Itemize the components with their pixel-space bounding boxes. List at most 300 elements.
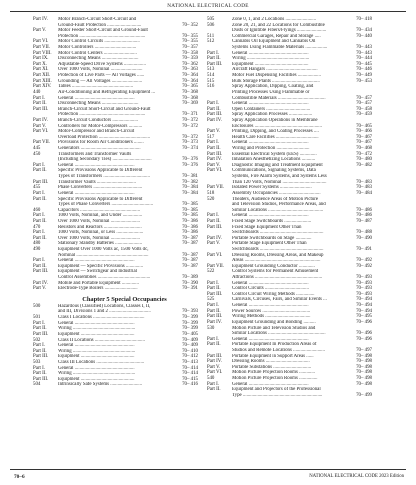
- toc-entry-title: Generators .................................................: [58, 146, 141, 152]
- toc-entry-page: 70– 493: [356, 286, 372, 292]
- toc-entry-title: Motor Fuel Dispensing Facilities ...................: [232, 73, 321, 79]
- toc-entry-prefix: 513: [207, 67, 215, 73]
- toc-entry-title: Enclosures .......................................................: [232, 123, 322, 129]
- toc-entry-page: 70– 434: [356, 28, 372, 34]
- toc-entry-title: Branch-Circuit Conductors .....................: [58, 117, 139, 123]
- toc-entry-page: 70– 413: [182, 359, 198, 365]
- toc-entry-page: 70– 376: [182, 157, 198, 163]
- toc-entry-prefix: Part III.: [207, 291, 223, 297]
- toc-entry-title: Over 1000 Volts, Nominal ..........................: [58, 67, 143, 73]
- toc-entry-prefix: Part IV.: [33, 280, 48, 286]
- toc-entry-prefix: Part III.: [207, 224, 223, 230]
- toc-entry-title: Motion Picture Projection Rooms ...............: [232, 376, 318, 381]
- toc-entry: [33, 286, 198, 292]
- toc-entry-title: Wiring ...................................................: [58, 371, 136, 377]
- toc-entry-title: Dusts or Ignitible Fibers/Flyings ........................: [232, 28, 327, 34]
- toc-entry-title: Motor Feeder Short-Circuit and Ground-Fault: [58, 28, 148, 34]
- footer-rule: [10, 469, 406, 470]
- toc-entry-title: Electrode-Type Boilers ...........................: [58, 286, 138, 292]
- toc-entry-page: 70– 389: [182, 275, 198, 281]
- toc-entry-page: 70– 371: [182, 112, 198, 118]
- toc-entry-prefix: Part V.: [33, 123, 47, 129]
- toc-entry-page: 70– 409: [182, 337, 198, 343]
- toc-entry-page: 70– 496: [356, 336, 372, 342]
- toc-entry-title: Mobile and Portable Equipment ..............: [58, 280, 139, 286]
- toc-entry-page: 70– 384: [182, 185, 198, 191]
- toc-entry-page: 70– 382: [182, 179, 198, 185]
- toc-entry-page: 70– 499: [356, 392, 372, 398]
- toc-entry-page: 70– 357: [182, 45, 198, 51]
- toc-entry-title: Zone 20, 21, and 22 Locations for Combustible: [232, 22, 325, 28]
- toc-entry-page: 70– 387: [182, 258, 198, 264]
- toc-entry-prefix: 455: [33, 185, 41, 191]
- toc-entry-title: 1000 Volts, Nominal, or Less ......................: [58, 230, 144, 236]
- toc-entry-title: Wiring ...................................................: [58, 348, 136, 354]
- toc-entry-page: 70– 368: [182, 95, 198, 101]
- toc-entry-prefix: 516: [207, 84, 215, 90]
- toc-entry-page: 70– 409: [182, 343, 198, 349]
- toc-entry-page: 70– 498: [356, 353, 372, 359]
- toc-entry-page: 70– 492: [356, 263, 372, 269]
- toc-entry-page: 70– 480: [356, 157, 372, 163]
- toc-entry-prefix: 525: [207, 297, 215, 303]
- toc-entry-title: Motor Control Circuits .............................: [58, 39, 140, 45]
- toc-entry-prefix: 480: [33, 241, 41, 247]
- toc-entry-title: Equipment — Switchgear and Industrial: [58, 269, 138, 275]
- toc-entry-title: Types of Transformers ......................................: [58, 174, 150, 180]
- toc-entry-title: Fixed Stage Equipment Other Than: [232, 224, 302, 230]
- toc-entry-title: Portable Switchboards on Stage .............: [232, 235, 312, 241]
- toc-entry-page: 70– 490: [356, 235, 372, 241]
- toc-entry-page: 70– 494: [356, 303, 372, 309]
- toc-entry-title: Spray Application Processes ...................: [232, 112, 313, 118]
- toc-entry-page: 70– 372: [182, 123, 198, 129]
- toc-entry-title: Systems Using Flammable Materials ..................: [232, 45, 328, 51]
- toc-entry-prefix: Part III.: [33, 106, 49, 112]
- toc-entry-prefix: 530: [207, 325, 215, 331]
- toc-entry-title: Motor Branch-Circuit Short-Circuit and: [58, 17, 137, 22]
- toc-entry-title: Bulk Storage Plants .......................................: [232, 78, 320, 84]
- toc-entry-prefix: Part III.: [33, 331, 49, 337]
- toc-entry-title: Nominal ...........................................................: [58, 252, 149, 258]
- toc-entry-title: Equipment ............................................: [58, 354, 135, 360]
- toc-entry-page: 70– 497: [356, 347, 372, 353]
- toc-entry-prefix: Part V.: [207, 241, 221, 247]
- toc-entry-page: 70– 467: [356, 134, 372, 140]
- toc-entry-title: Wiring and Protection ...........................: [232, 146, 310, 152]
- toc-entry-prefix: Part II.: [33, 326, 47, 332]
- toc-entry-prefix: Part VI.: [33, 129, 49, 135]
- toc-entry-page: 70– 386: [182, 218, 198, 224]
- toc-entry-page: 70– 387: [182, 252, 198, 258]
- toc-entry-title: Than 120 Volts, Nominal ....................................: [232, 179, 327, 185]
- toc-entry-title: Overload Protection ..........................................: [58, 134, 151, 140]
- page-header: NATIONAL ELECTRICAL CODE: [167, 3, 249, 9]
- toc-entry-title: Equipment Over 1000 Volts ac, 1500 Volts dc,: [58, 246, 149, 252]
- toc-entry-page: 70– 486: [356, 207, 372, 213]
- toc-entry-prefix: Part IV.: [207, 235, 222, 241]
- toc-entry-title: Dressing Rooms ....................................: [232, 359, 310, 365]
- toc-entry-title: Open Containers ....................................: [232, 106, 311, 112]
- toc-entry-page: 70– 498: [356, 370, 372, 376]
- toc-entry-title: Systems, Fire Alarm Systems, and Systems Less: [232, 174, 327, 180]
- toc-entry-title: Attractions .......................................................: [232, 275, 323, 281]
- toc-entry-title: Equipment ............................................: [58, 376, 135, 382]
- toc-entry-prefix: Part III.: [207, 151, 223, 157]
- toc-entry-page: 70– 410: [182, 348, 198, 354]
- toc-entry-prefix: Part II.: [207, 387, 221, 393]
- toc-entry-title: General .................................................: [232, 140, 309, 146]
- toc-entry-page: 70– 416: [182, 382, 198, 388]
- toc-entry-prefix: Part II.: [33, 218, 47, 224]
- toc-left-column: [33, 17, 198, 388]
- toc-entry-title: Portable Equipment In Production Areas of: [232, 342, 317, 348]
- toc-entry-title: Stationary Standby Batteries ......................: [58, 241, 143, 247]
- toc-entry-prefix: Part IV.: [207, 157, 222, 163]
- toc-entry-page: 70– 372: [182, 134, 198, 140]
- toc-entry-page: 70– 466: [356, 129, 372, 135]
- toc-entry-page: 70– 362: [182, 61, 198, 67]
- toc-entry-prefix: Part XIV.: [33, 84, 52, 90]
- toc-entry-page: 70– 385: [182, 207, 198, 213]
- toc-entry-title: Theaters, Audience Areas of Motion Picture: [232, 196, 319, 202]
- toc-entry-title: General .................................................: [232, 50, 309, 56]
- toc-entry-page: 70– 399: [182, 320, 198, 326]
- toc-entry-page: 70– 440: [356, 33, 372, 39]
- toc-entry-prefix: Part II.: [33, 168, 47, 174]
- toc-entry-title: Portable Substations ...............................: [232, 364, 312, 370]
- toc-entry-title: Specific Provisions Applicable to Different: [58, 168, 143, 174]
- toc-entry-prefix: Part I.: [207, 336, 219, 342]
- toc-right-column: [207, 17, 372, 398]
- toc-entry-prefix: Part IV.: [207, 117, 222, 123]
- toc-entry-title: Class I Locations ..........................................: [58, 315, 145, 321]
- toc-entry-title: General .................................................: [232, 280, 309, 286]
- toc-entry-prefix: Part VI.: [207, 370, 223, 376]
- toc-entry-page: 70– 457: [356, 101, 372, 107]
- toc-entry-title: General .................................................: [58, 258, 135, 264]
- toc-entry-title: Tables ..................................................: [58, 84, 134, 90]
- toc-entry-title: Control Assemblies ...........................................: [58, 275, 151, 281]
- toc-entry-prefix: Part XI.: [33, 67, 49, 73]
- toc-entry-title: Motion Picture Projection Rooms .............: [232, 370, 316, 376]
- toc-entry-page: 70– 493: [356, 291, 372, 297]
- toc-entry-prefix: 460: [33, 207, 41, 213]
- toc-entry-page: 70– 414: [182, 371, 198, 377]
- toc-entry-page: 70– 414: [182, 365, 198, 371]
- toc-entry-prefix: Part V.: [207, 162, 221, 168]
- toc-entry-prefix: Part II.: [33, 101, 47, 107]
- toc-entry-prefix: Part I.: [207, 280, 219, 286]
- page-number: 70–6: [14, 474, 25, 480]
- toc-entry-prefix: Part I.: [207, 140, 219, 146]
- toc-entry-prefix: Part II.: [33, 263, 47, 269]
- toc-entry-prefix: 514: [207, 73, 215, 79]
- toc-entry-page: 70– 488: [356, 230, 372, 236]
- toc-entry-prefix: Part I.: [33, 320, 45, 326]
- toc-entry-prefix: Part I.: [33, 258, 45, 264]
- toc-entry-title: Diagnostic Imaging and Treatment Equipment: [232, 162, 323, 168]
- toc-entry-page: 70– 458: [356, 106, 372, 112]
- toc-entry-title: Phase Converters ........................................: [58, 185, 143, 191]
- toc-entry-title: Printing Processes Using Flammable or: [232, 89, 310, 95]
- toc-entry-prefix: Part I.: [33, 162, 45, 168]
- toc-entry-title: Resistors and Reactors ...............................: [58, 224, 142, 230]
- toc-entry-page: 70– 376: [182, 162, 198, 168]
- toc-entry-prefix: Part I.: [207, 381, 219, 387]
- toc-entry-prefix: Part VII.: [33, 45, 51, 51]
- toc-entry-title: Protection of Live Parts — All Voltages ......: [58, 73, 145, 79]
- toc-entry-title: Health Care Facilities ...................................: [232, 134, 319, 140]
- toc-entry-page: 70– 391: [182, 286, 198, 292]
- toc-entry-prefix: Part III.: [207, 353, 223, 359]
- toc-entry-title: Branch-Circuit Short-Circuit and Ground-Fault: [58, 106, 151, 112]
- toc-entry-title: Transformers and Transformer Vaults: [58, 151, 132, 157]
- toc-entry-title: Isolated Power Systems ..........................: [232, 185, 312, 191]
- toc-entry-page: 70– 459: [356, 112, 372, 118]
- toc-entry-title: (Including Secondary Ties) ................................: [58, 157, 152, 163]
- toc-entry-title: General .................................................: [232, 336, 309, 342]
- toc-entry-prefix: Part II.: [207, 308, 221, 314]
- toc-entry-page: 70– 472: [356, 151, 372, 157]
- toc-entry-title: Disconnecting Means ..............................: [58, 56, 139, 62]
- toc-entry-page: 70– 393: [182, 309, 198, 315]
- toc-entry-page: 70– 493: [356, 280, 372, 286]
- toc-entry-page: 70– 465: [356, 123, 372, 129]
- toc-entry-prefix: Part VI.: [207, 252, 223, 258]
- toc-entry-page: 70– 495: [356, 314, 372, 320]
- toc-entry-prefix: 450: [33, 151, 41, 157]
- toc-entry-title: Cannabis Oil Equipment and Cannabis Oil: [232, 39, 316, 45]
- toc-entry-prefix: Part V.: [33, 28, 47, 34]
- toc-entry-prefix: Part VIII.: [33, 50, 52, 56]
- toc-entry-prefix: Part V.: [207, 364, 221, 370]
- toc-entry-title: Motor Control Centers ...........................: [58, 50, 137, 56]
- toc-entry-title: Adjustable-Speed Drive Systems ..................: [58, 61, 146, 67]
- toc-entry-page: 70– 491: [356, 246, 372, 252]
- toc-entry-page: 70– 418: [356, 17, 372, 22]
- toc-entry-page: 70– 498: [356, 364, 372, 370]
- toc-entry-title: Zone 0, 1, and 2 Locations .........................: [232, 17, 317, 22]
- toc-entry-title: Over 1000 Volts, Nominal ........................: [58, 235, 141, 241]
- toc-entry-title: Studios and Remote Locations ..........................: [232, 347, 325, 353]
- toc-entry-page: 70– 387: [182, 241, 198, 247]
- toc-entry-title: General .................................................: [232, 381, 309, 387]
- toc-entry-page: 70– 494: [356, 308, 372, 314]
- toc-entry-title: Class III Locations .......................................: [58, 359, 145, 365]
- toc-entry-title: General .................................................: [232, 213, 309, 219]
- toc-entry-page: 70– 384: [182, 190, 198, 196]
- toc-entry-title: Equipment and Projectors of the Professional: [232, 387, 321, 393]
- toc-entry-page: 70– 372: [182, 117, 198, 123]
- toc-entry-prefix: Part I.: [33, 343, 45, 349]
- toc-entry-prefix: Part II.: [33, 235, 47, 241]
- toc-entry-page: 70– 364: [182, 78, 198, 84]
- toc-entry-title: General .................................................: [232, 101, 309, 107]
- header-rule: [10, 11, 406, 12]
- toc-entry-title: Air-Conditioning and Refrigerating Equipment ...: [58, 89, 156, 95]
- toc-entry-page: 70– 444: [356, 56, 372, 62]
- toc-entry-page: 70– 453: [356, 78, 372, 84]
- toc-entry-prefix: Part II.: [207, 146, 221, 152]
- toc-entry-title: Similar Locations .............................................: [232, 207, 324, 213]
- toc-entry-page: 70– 492: [356, 258, 372, 264]
- toc-entry-prefix: 522: [207, 269, 215, 275]
- toc-entry-prefix: Part I.: [207, 101, 219, 107]
- toc-entry-page: 70– 498: [356, 381, 372, 387]
- toc-entry-prefix: Part XIII.: [33, 78, 52, 84]
- toc-entry-title: Control Circuit Wiring Methods ...............: [232, 291, 315, 297]
- toc-entry-title: Protection ......................................................: [58, 33, 146, 39]
- toc-entry-prefix: Part IX.: [33, 56, 49, 62]
- toc-entry-title: Motion Picture and Television Studios and: [232, 325, 316, 331]
- toc-entry-page: 70– 381: [182, 174, 198, 180]
- toc-entry-title: 1000 Volts, Nominal, and Under ................: [58, 213, 143, 219]
- toc-entry-title: Class II Locations .........................................: [58, 337, 145, 343]
- toc-entry-page: 70– 443: [356, 50, 372, 56]
- toc-entry-prefix: 517: [207, 134, 215, 140]
- toc-entry-page: 70– 496: [356, 319, 372, 325]
- toc-entry-title: Wiring ...................................................: [232, 56, 310, 62]
- toc-entry-page: 70– 468: [356, 146, 372, 152]
- toc-entry-page: 70– 387: [182, 235, 198, 241]
- toc-entry-prefix: Part X.: [33, 61, 47, 67]
- toc-entry-title: Capacitors .................................................: [58, 207, 141, 213]
- toc-entry-prefix: Part I.: [207, 303, 219, 309]
- toc-entry-title: Motor-Compressor and Branch-Circuit: [58, 129, 135, 135]
- toc-entry-page: 70– 443: [356, 45, 372, 51]
- toc-entry-prefix: Part III.: [207, 61, 223, 67]
- toc-entry-page: 70– 449: [356, 73, 372, 79]
- toc-entry-page: 70– 498: [356, 359, 372, 365]
- toc-entry-title: and Television Studios, Performance Areas, and: [232, 202, 326, 208]
- toc-entry-title: Motor Controllers ..................................: [58, 45, 137, 51]
- toc-entry-page: 70– 415: [182, 376, 198, 382]
- toc-entry-page: 70– 355: [182, 33, 198, 39]
- toc-entry-page: 70– 482: [356, 162, 372, 168]
- toc-entry-prefix: Part III.: [33, 376, 49, 382]
- toc-entry-title: General .................................................: [58, 190, 135, 196]
- toc-entry-prefix: 490: [33, 246, 41, 252]
- toc-entry-prefix: Part I.: [33, 213, 45, 219]
- toc-entry-page: 70– 484: [356, 190, 372, 196]
- toc-entry-prefix: Part IV.: [207, 359, 222, 365]
- toc-entry-prefix: 503: [33, 359, 41, 365]
- toc-entry-title: Over 1000 Volts, Nominal ........................: [58, 218, 141, 224]
- toc-entry-prefix: Part I.: [33, 190, 45, 196]
- toc-entry-prefix: 540: [207, 376, 215, 381]
- toc-entry-title: Equipment Grounding and Bonding ..........: [232, 319, 316, 325]
- toc-entry-prefix: Part III.: [207, 112, 223, 118]
- toc-entry-title: Provisions for Room Air Conditioners ........: [58, 140, 144, 146]
- toc-entry-prefix: 445: [33, 146, 41, 152]
- toc-entry-page: 70– 359: [182, 56, 198, 62]
- toc-entry-title: and III, Divisions 1 and 2 ..................................: [58, 309, 151, 315]
- toc-entry-prefix: Part II.: [207, 218, 221, 224]
- toc-entry-prefix: Part II.: [33, 371, 47, 377]
- toc-entry-title: Hazardous (Classified) Locations, Classes I, II,: [58, 303, 151, 309]
- toc-entry-prefix: Part IV.: [207, 319, 222, 325]
- toc-entry-prefix: Part III.: [33, 179, 49, 185]
- toc-entry-prefix: Part I.: [33, 95, 45, 101]
- toc-entry-page: 70– 355: [182, 39, 198, 45]
- toc-entry-page: 70– 483: [356, 185, 372, 191]
- toc-entry-title: Types of Phase Converters ..................................: [58, 202, 154, 208]
- toc-entry-title: Portable Equipment in Support Areas ......: [232, 353, 314, 359]
- toc-entry-page: 70– 445: [356, 61, 372, 67]
- toc-entry-prefix: Part IV.: [33, 117, 48, 123]
- toc-entry-page: 70– 399: [182, 326, 198, 332]
- toc-entry-title: Fixed Stage Switchboards ......................: [232, 218, 312, 224]
- toc-entry-title: General .................................................: [58, 343, 135, 349]
- toc-entry-prefix: Part I.: [207, 213, 219, 219]
- toc-entry-title: Type .................................................................: [232, 392, 323, 398]
- toc-entry-page: 70– 373: [182, 140, 198, 146]
- toc-entry-prefix: 501: [33, 315, 41, 321]
- toc-entry-prefix: 505: [207, 17, 215, 22]
- toc-entry-page: 70– 387: [182, 263, 198, 269]
- toc-entry-page: 70– 385: [182, 213, 198, 219]
- toc-entry-prefix: 470: [33, 224, 41, 230]
- toc-entry-prefix: Part II.: [207, 342, 221, 348]
- toc-entry-prefix: Part II.: [33, 196, 47, 202]
- toc-entry-page: 70– 412: [182, 354, 198, 360]
- toc-entry-title: Carnivals, Circuses, Fairs, and Similar Events ...: [232, 297, 327, 303]
- toc-entry-title: Grounding — All Voltages .........................: [58, 78, 143, 84]
- toc-entry-prefix: 512: [207, 39, 215, 45]
- toc-entry-page: 70– 390: [182, 280, 198, 286]
- toc-entry-title: Combustible Materials .......................................: [232, 95, 326, 101]
- toc-entry-page: 70– 352: [182, 22, 198, 28]
- chapter-heading: Chapter 5 Special Occupancies: [82, 295, 167, 303]
- toc-entry-title: Disconnecting Means ..............................: [58, 101, 139, 107]
- toc-entry-prefix: Part II.: [207, 56, 221, 62]
- toc-entry-title: General .................................................: [58, 365, 135, 371]
- toc-entry-title: Switchboards ....................................................: [232, 230, 324, 236]
- toc-entry-title: General .................................................: [58, 320, 135, 326]
- toc-entry: [33, 382, 198, 388]
- toc-entry-page: 70– 446: [356, 67, 372, 73]
- toc-entry-prefix: Part VI.: [33, 39, 49, 45]
- toc-entry-prefix: [207, 393, 232, 399]
- toc-entry-title: Portable Stage Equipment Other Than: [232, 241, 307, 247]
- toc-entry-prefix: Part II.: [207, 106, 221, 112]
- toc-entry-prefix: 502: [33, 337, 41, 343]
- toc-entry-page: 70– 358: [182, 50, 198, 56]
- toc-entry-prefix: 440: [33, 89, 41, 95]
- toc-entry-page: 70– 457: [356, 95, 372, 101]
- toc-entry-prefix: Part II.: [207, 286, 221, 292]
- toc-entry-title: Control Circuits ....................................: [232, 286, 309, 292]
- toc-entry-title: Equipment Grounding Conductor .............: [232, 263, 315, 269]
- toc-entry-title: Commercial Garages, Repair and Storage .....: [232, 33, 321, 39]
- toc-entry-prefix: Part VII.: [207, 185, 225, 191]
- toc-entry-title: Equipment ............................................: [232, 61, 309, 67]
- toc-entry-page: 70– 365: [182, 84, 198, 90]
- toc-entry-prefix: Part III.: [33, 269, 49, 275]
- toc-entry-page: 70– 493: [356, 275, 372, 281]
- toc-entry-prefix: Part III.: [207, 314, 223, 320]
- toc-entry-prefix: 515: [207, 78, 215, 84]
- toc-entry-prefix: Part VII.: [207, 263, 225, 269]
- toc-entry-prefix: Part I.: [33, 365, 45, 371]
- toc-entry-title: General .................................................: [58, 162, 135, 168]
- toc-entry-title: Printing, Dipping, and Coating Processes ....: [232, 129, 319, 135]
- toc-entry-prefix: 511: [207, 33, 215, 39]
- toc-entry-title: General .................................................: [232, 303, 309, 309]
- toc-entry-title: Dressing Rooms, Dressing Areas, and Makeup: [232, 252, 324, 258]
- toc-entry-title: Ground-Fault Protection ............................: [58, 22, 142, 28]
